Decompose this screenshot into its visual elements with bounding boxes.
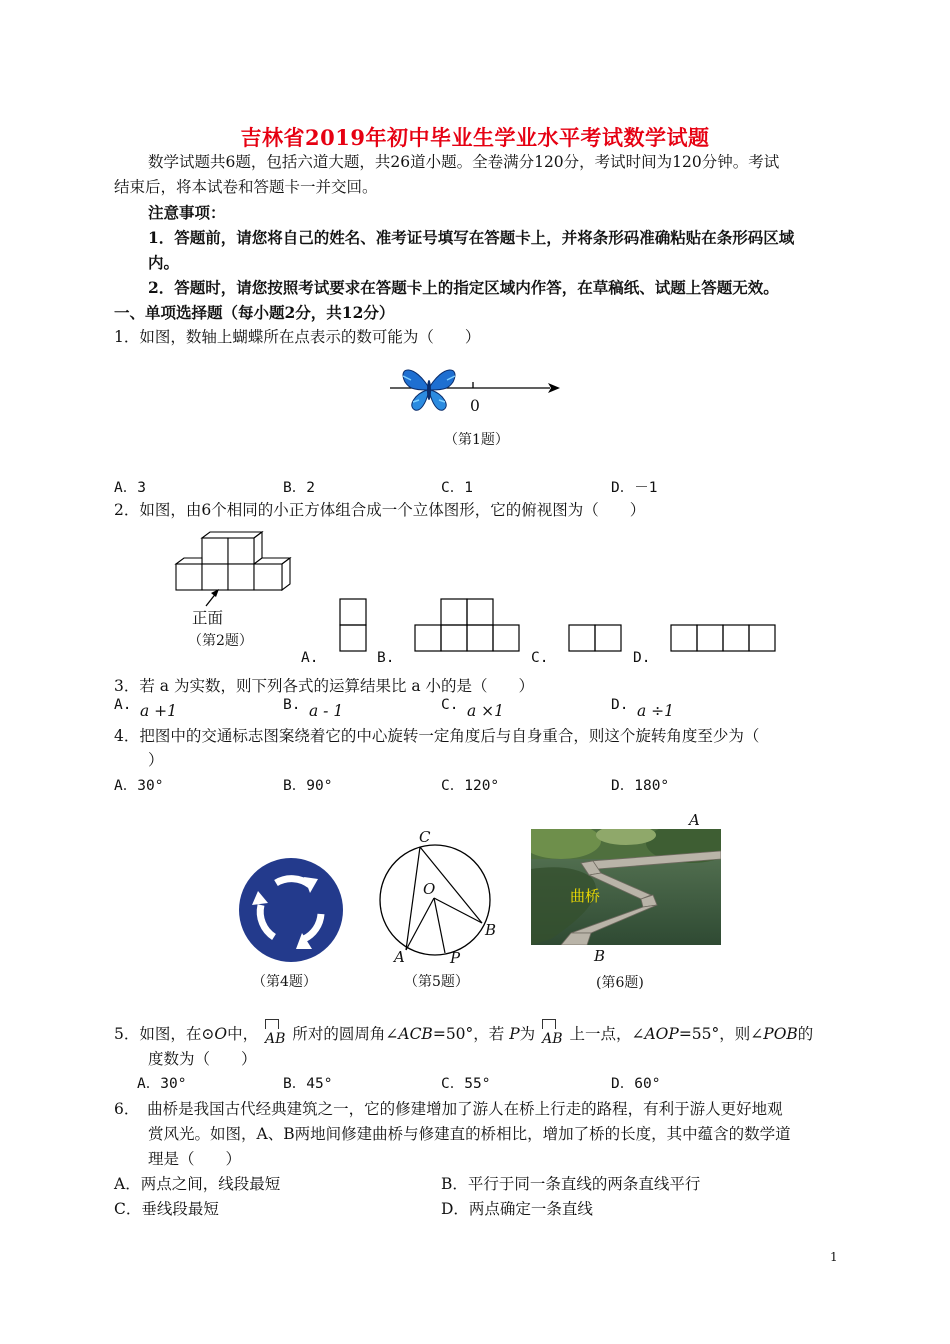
q4-option-b: B．90° xyxy=(283,778,333,794)
intro-line-2: 结束后，将本试卷和答题卡一并交回。 xyxy=(114,178,378,196)
q5-stem-pob: POB xyxy=(763,1025,798,1043)
q5-label-o: O xyxy=(423,880,436,898)
page-number: 1 xyxy=(830,1250,838,1264)
q2-cube-figure xyxy=(170,530,300,610)
q1-zero-label: 0 xyxy=(470,397,480,415)
q6-label-a: A xyxy=(689,811,700,829)
notes-item-1-line-2: 内。 xyxy=(148,253,180,272)
q3-option-c-letter: C. xyxy=(441,697,459,713)
q6-stem-line-1: 6． 曲桥是我国古代经典建筑之一，它的修建增加了游人在桥上行走的路程，有利于游人更好地观 xyxy=(114,1100,783,1118)
q2-option-d: D. xyxy=(633,650,651,666)
notes-item-1-line-1: 1．答题前，请您将自己的姓名、准考证号填写在答题卡上，并将条形码准确粘贴在条形码区域 xyxy=(148,228,795,247)
q5-label-p: P xyxy=(450,949,461,967)
intro-line-1: 数学试题共6题，包括六道大题，共26道小题。全卷满分120分，考试时间为120分钟。考试 xyxy=(148,153,780,171)
q5-stem-part-2: 中， xyxy=(227,1025,259,1043)
q5-label-a: A xyxy=(394,948,405,966)
q5-stem-o: O xyxy=(214,1025,228,1043)
q1-stem: 1．如图，数轴上蝴蝶所在点表示的数可能为（ ） xyxy=(114,328,481,346)
q5-stem-acb: ACB xyxy=(398,1025,433,1043)
q6-stem-line-3: 理是（ ） xyxy=(148,1150,242,1168)
q6-caption: (第6题) xyxy=(596,975,644,991)
q5-circle-figure xyxy=(370,825,510,970)
q2-view-c xyxy=(569,625,595,651)
q2-option-b: B. xyxy=(377,650,395,666)
q5-arc-ab-label-2: AB xyxy=(542,1031,563,1047)
q3-option-c-expr: a ×1 xyxy=(467,702,505,720)
q5-stem-aop: AOP xyxy=(644,1025,679,1043)
q5-stem-part-5: 为 xyxy=(519,1025,536,1043)
q3-option-d-expr: a ÷1 xyxy=(637,702,675,720)
q3-option-d-letter: D. xyxy=(611,697,629,713)
q5-stem-line-2: 度数为（ ） xyxy=(148,1050,257,1068)
q5-stem-part-4: =50°，若 xyxy=(432,1025,505,1043)
q5-stem-part-3: 所对的圆周角∠ xyxy=(292,1025,399,1043)
q4-option-c: C．120° xyxy=(441,778,500,794)
butterfly-icon xyxy=(403,370,455,410)
q1-caption: （第1题） xyxy=(444,432,509,448)
q5-arc-ab-2 xyxy=(542,1022,562,1047)
q4-caption: （第4题） xyxy=(252,974,317,990)
q2-front-label: 正面 xyxy=(192,609,224,627)
q6-option-c: C．垂线段最短 xyxy=(114,1200,219,1218)
q2-answer-views xyxy=(335,595,785,655)
q2-caption: （第2题） xyxy=(188,633,253,649)
q3-option-a-letter: A. xyxy=(114,697,132,713)
q2-view-b xyxy=(441,599,467,625)
q5-label-c: C xyxy=(419,828,431,846)
q5-stem-part-6: 上一点，∠ xyxy=(569,1025,645,1043)
q4-option-a: A．30° xyxy=(114,778,164,794)
q1-option-d: D．－1 xyxy=(611,480,658,496)
q5-stem-part-7: =55°，则∠ xyxy=(678,1025,764,1043)
q4-stem-line-2: ） xyxy=(148,751,164,769)
q2-option-a: A. xyxy=(301,650,319,666)
q5-option-d: D．60° xyxy=(611,1076,661,1092)
q3-stem: 3．若 a 为实数，则下列各式的运算结果比 a 小的是（ ） xyxy=(114,677,535,695)
q5-arc-ab-label: AB xyxy=(265,1031,286,1047)
q4-stem-line-1: 4．把图中的交通标志图案绕着它的中心旋转一定角度后与自身重合，则这个旋转角度至少为（ xyxy=(114,727,760,745)
q3-option-b-letter: B. xyxy=(283,697,301,713)
q5-label-b: B xyxy=(485,921,497,939)
roundabout-sign-icon xyxy=(238,857,344,963)
section-1-heading: 一、单项选择题（每小题2分，共12分） xyxy=(114,303,395,322)
q5-arc-ab xyxy=(265,1022,285,1047)
arc-icon xyxy=(265,1019,279,1029)
q5-stem-p: P xyxy=(509,1025,520,1043)
q2-view-a xyxy=(340,599,366,625)
q6-option-d: D．两点确定一条直线 xyxy=(441,1200,593,1218)
q5-caption: （第5题） xyxy=(404,974,469,990)
q3-option-b-expr: a - 1 xyxy=(309,702,344,720)
q2-view-d xyxy=(671,625,697,651)
q6-option-b: B．平行于同一条直线的两条直线平行 xyxy=(441,1175,701,1193)
q5-option-a: A．30° xyxy=(137,1076,187,1092)
q2-stem: 2．如图，由6个相同的小正方体组合成一个立体图形，它的俯视图为（ ） xyxy=(114,501,646,519)
q4-option-d: D．180° xyxy=(611,778,670,794)
q6-stem-line-2: 赏风光。如图，A、B两地间修建曲桥与修建直的桥相比，增加了桥的长度，其中蕴含的数学道 xyxy=(148,1125,791,1143)
q6-label-b: B xyxy=(594,947,606,965)
q6-label-bridge: 曲桥 xyxy=(570,887,601,905)
q5-stem-part-1: 5．如图，在⊙ xyxy=(114,1025,215,1043)
q6-option-a: A．两点之间，线段最短 xyxy=(114,1175,281,1193)
q5-option-c: C．55° xyxy=(441,1076,491,1092)
q6-bridge-photo xyxy=(531,829,721,945)
q1-option-b: B．2 xyxy=(283,480,315,496)
q5-stem-line-1 xyxy=(114,1022,813,1047)
exam-title: 吉林省2019年初中毕业生学业水平考试数学试题 xyxy=(240,125,710,150)
q1-option-c: C．1 xyxy=(441,480,473,496)
q2-option-c: C. xyxy=(531,650,549,666)
q5-option-b: B．45° xyxy=(283,1076,333,1092)
arc-icon xyxy=(542,1019,556,1029)
q5-stem-part-8: 的 xyxy=(797,1025,814,1043)
q3-option-a-expr: a +1 xyxy=(140,702,178,720)
notes-item-2: 2．答题时，请您按照考试要求在答题卡上的指定区域内作答，在草稿纸、试题上答题无效。 xyxy=(148,278,779,297)
q1-option-a: A．3 xyxy=(114,480,146,496)
notes-heading: 注意事项： xyxy=(148,203,226,222)
